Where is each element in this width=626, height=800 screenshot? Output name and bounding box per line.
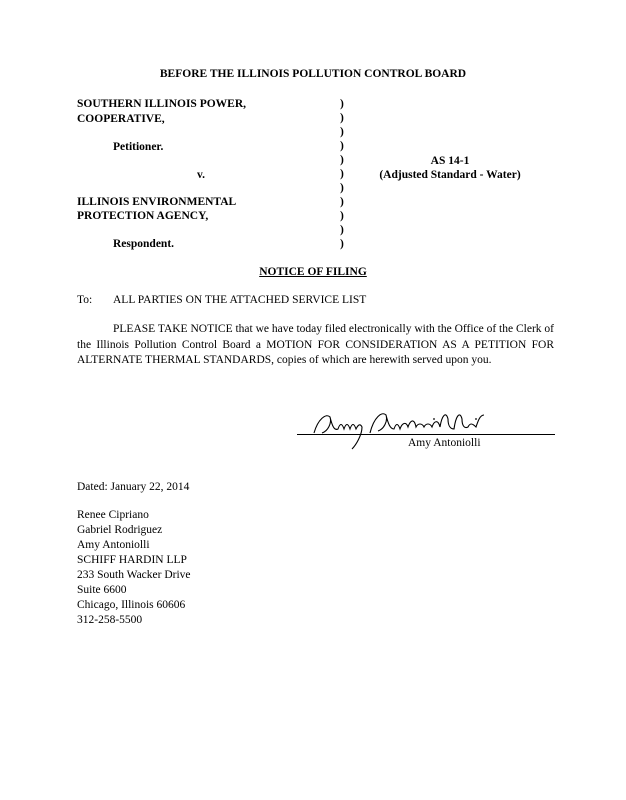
caption-paren: )	[340, 98, 344, 110]
signer-printed-name: Amy Antoniolli	[408, 437, 481, 449]
contact-line: SCHIFF HARDIN LLP	[77, 554, 187, 566]
signature-line	[297, 434, 555, 435]
petitioner-name-line1: SOUTHERN ILLINOIS POWER,	[77, 98, 247, 110]
caption-paren: )	[340, 196, 344, 208]
court-heading: BEFORE THE ILLINOIS POLLUTION CONTROL BOARD	[159, 68, 467, 80]
contact-line: Suite 6600	[77, 584, 127, 596]
contact-line: 312-258-5500	[77, 614, 143, 626]
caption-paren: )	[340, 126, 344, 138]
caption-paren: )	[340, 182, 344, 194]
case-number: AS 14-1	[430, 155, 470, 167]
case-type: (Adjusted Standard - Water)	[379, 169, 521, 181]
caption-paren: )	[340, 140, 344, 152]
contact-line: Amy Antoniolli	[77, 539, 150, 551]
respondent-name-line1: ILLINOIS ENVIRONMENTAL	[77, 196, 237, 208]
caption-paren: )	[340, 112, 344, 124]
notice-title: NOTICE OF FILING	[259, 266, 367, 278]
caption-paren: )	[340, 238, 344, 250]
dated-line: Dated: January 22, 2014	[77, 481, 190, 493]
petitioner-name-line2: COOPERATIVE,	[77, 113, 165, 125]
contact-line: Chicago, Illinois 60606	[77, 599, 186, 611]
to-label: To:	[77, 294, 93, 306]
contact-line: 233 South Wacker Drive	[77, 569, 191, 581]
contact-line: Renee Cipriano	[77, 509, 149, 521]
respondent-role: Respondent.	[113, 238, 175, 250]
petitioner-role: Petitioner.	[113, 141, 164, 153]
caption-paren: )	[340, 224, 344, 236]
caption-paren: )	[340, 210, 344, 222]
contact-line: Gabriel Rodriguez	[77, 524, 163, 536]
to-recipients: ALL PARTIES ON THE ATTACHED SERVICE LIST	[113, 294, 367, 306]
respondent-name-line2: PROTECTION AGENCY,	[77, 210, 209, 222]
notice-body-paragraph: PLEASE TAKE NOTICE that we have today filed electronically with the Office of the Clerk of the Illinois Pollution Control Board a MOTION FOR CONSIDERATION AS A PETITION FOR ALTERNATE THERMAL STANDARDS, copies of which are herewith served upon you.	[77, 323, 554, 366]
caption-paren: )	[340, 154, 344, 166]
caption-paren: )	[340, 168, 344, 180]
versus-label: v.	[197, 169, 205, 181]
